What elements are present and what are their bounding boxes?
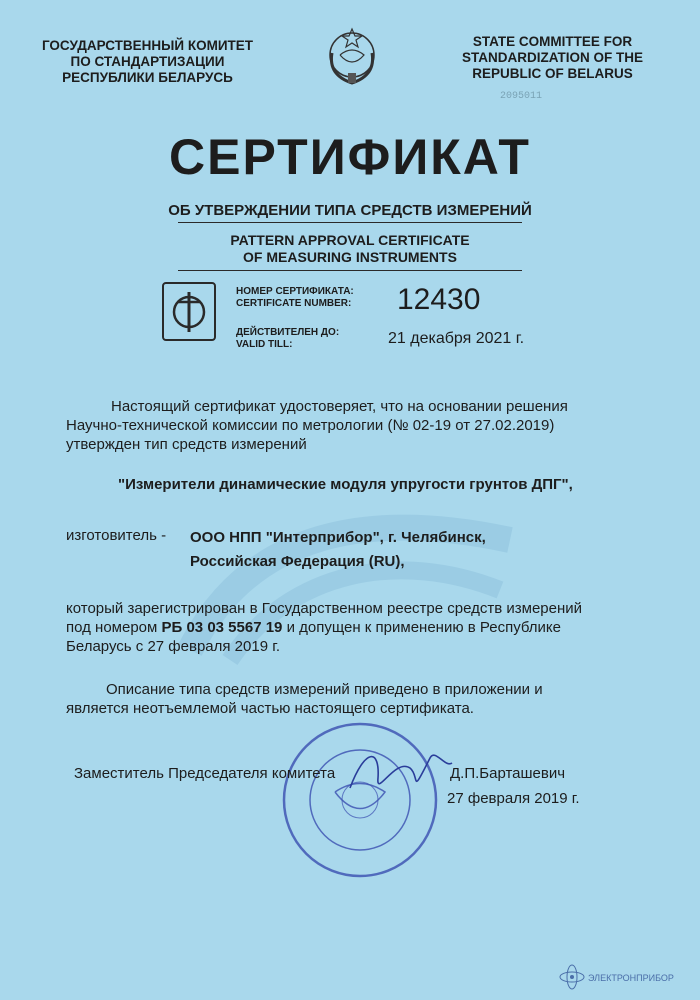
valid-till-date: 21 декабря 2021 г. [388,330,525,347]
manufacturer: ООО НПП "Интерприбор", г. Челябинск, Российская Федерация (RU), [190,529,486,570]
belarus-emblem-icon [322,25,382,87]
description-paragraph: Описание типа средств измерений приведено в приложении и является неотъемлемой частью настоящего сертификата. [66,681,543,717]
instrument-name: "Измерители динамические модуля упругости грунтов ДПГ", [118,476,573,493]
certification-mark-icon [162,282,216,341]
document-title: СЕРТИФИКАТ [169,129,531,185]
signatory-position: Заместитель Председателя комитета [74,765,336,782]
footer-logo-text: ЭЛЕКТРОНПРИБОР [588,973,674,983]
divider [178,270,522,271]
electronpribor-logo-icon [556,955,696,995]
signature-date: 27 февраля 2019 г. [447,790,580,807]
certificate-number-label: НОМЕР СЕРТИФИКАТА: CERTIFICATE NUMBER: [236,286,354,309]
registry-number: РБ 03 03 5567 19 [161,619,283,636]
certificate-number: 12430 [397,283,481,316]
subtitle-ru: ОБ УТВЕРЖДЕНИИ ТИПА СРЕДСТВ ИЗМЕРЕНИЙ [168,202,532,219]
issuer-name-ru: ГОСУДАРСТВЕННЫЙ КОМИТЕТ ПО СТАНДАРТИЗАЦИИ РЕСПУБЛИКИ БЕЛАРУСЬ [41,38,254,85]
manufacturer-label: изготовитель - [66,527,167,544]
signature-handwritten [340,738,460,808]
divider [178,222,522,223]
valid-till-label: ДЕЙСТВИТЕЛЕН ДО: VALID TILL: [236,327,340,350]
form-code: 2095011 [500,91,543,102]
registry-paragraph: который зарегистрирован в Государственном реестре средств измерений под номером РБ 03 03 5567 19 и допущен к применению в Республике Беларусь с 27 февраля 2019 г. [66,600,583,655]
intro-paragraph: Настоящий сертификат удостоверяет, что на основании решения Научно-технической комиссии по метрологии (№ 02-19 от 27.02.2019) утвержден тип средств измерений [66,398,568,453]
signatory-name: Д.П.Барташевич [450,765,566,782]
issuer-name-en: STATE COMMITTEE FOR STANDARDIZATION OF THE REPUBLIC OF BELARUS [462,34,643,81]
subtitle-en: PATTERN APPROVAL CERTIFICATE OF MEASURING INSTRUMENTS [230,232,470,265]
